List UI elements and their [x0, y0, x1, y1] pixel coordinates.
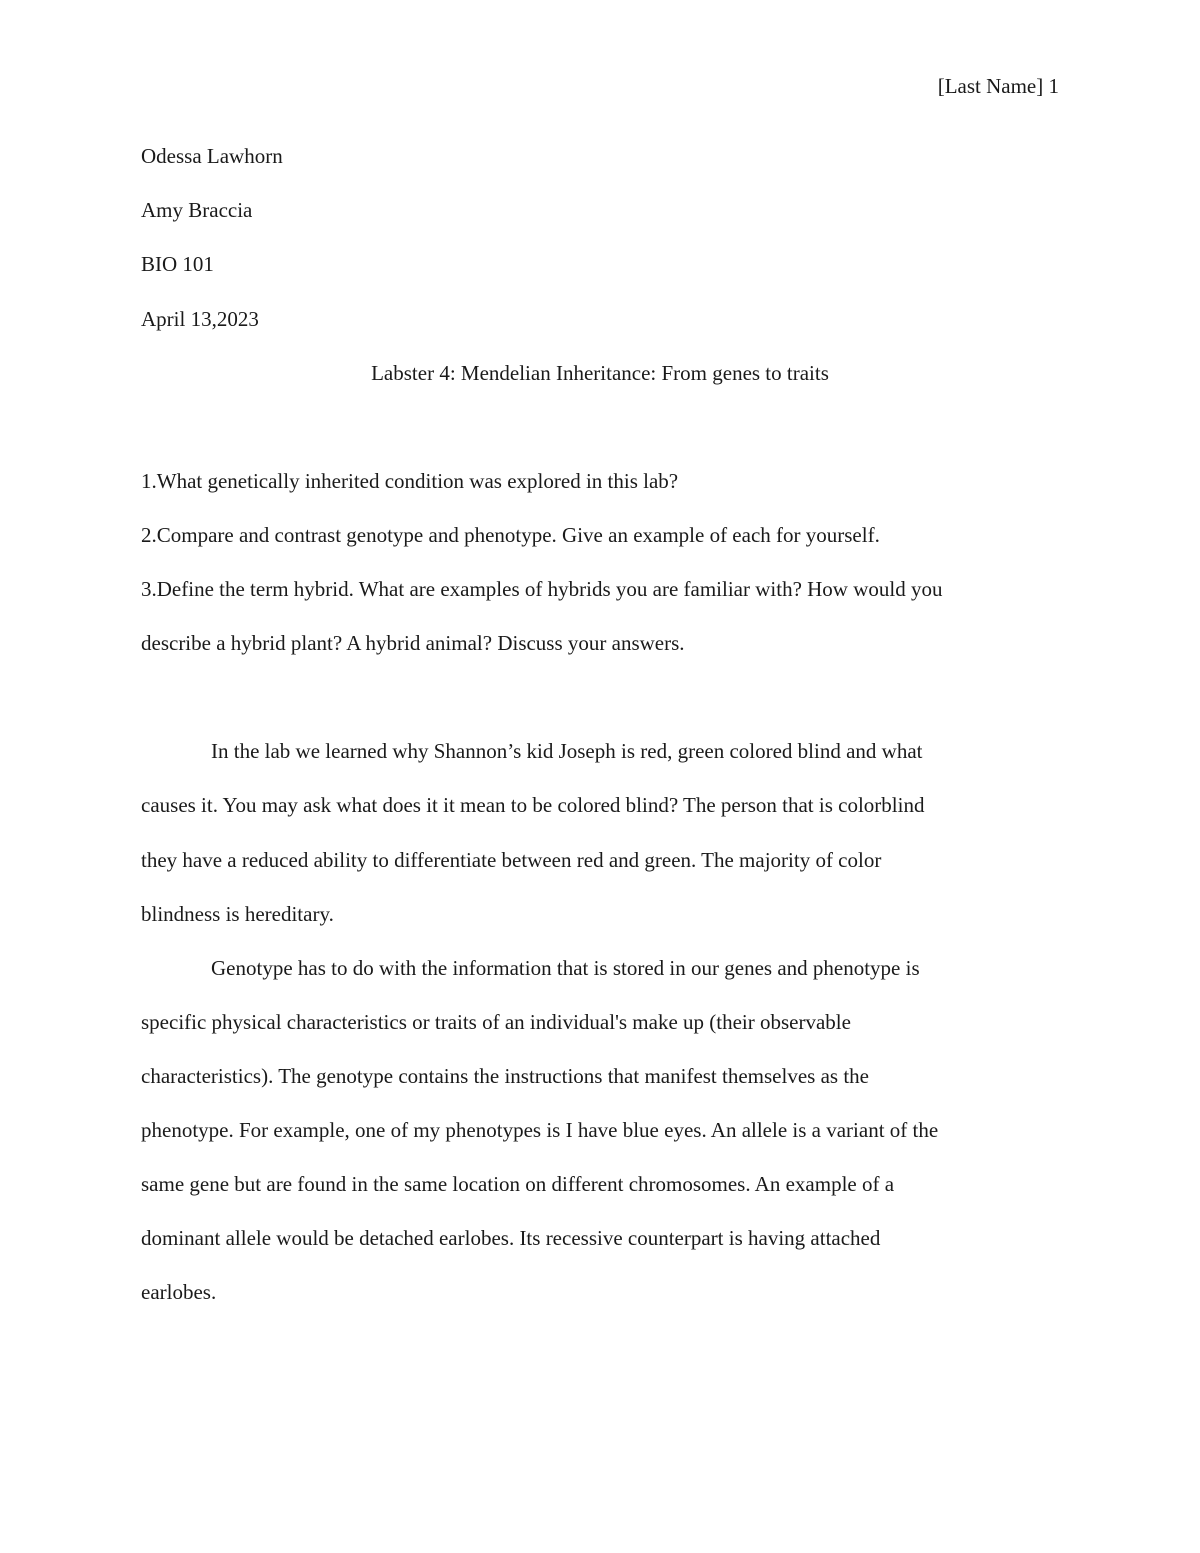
paragraph-line: characteristics). The genotype contains the instructions that manifest themselves as the — [141, 1064, 869, 1088]
question-line: 2.Compare and contrast genotype and phenotype. Give an example of each for yourself. — [141, 523, 880, 547]
question-line: describe a hybrid plant? A hybrid animal? Discuss your answers. — [141, 631, 685, 655]
paragraph-line: In the lab we learned why Shannon’s kid Joseph is red, green colored blind and what — [211, 739, 923, 763]
paragraph-line: Genotype has to do with the information that is stored in our genes and phenotype is — [211, 956, 920, 980]
assignment-date: April 13,2023 — [141, 307, 259, 331]
paragraph-line: earlobes. — [141, 1280, 217, 1304]
running-head: [Last Name] 1 — [937, 74, 1059, 98]
paragraph-line: dominant allele would be detached earlobes. Its recessive counterpart is having attached — [141, 1226, 881, 1250]
paragraph-line: blindness is hereditary. — [141, 902, 334, 926]
question-line: 3.Define the term hybrid. What are examples of hybrids you are familiar with? How would you — [141, 577, 943, 601]
paragraph-line: phenotype. For example, one of my phenotypes is I have blue eyes. An allele is a variant of the — [141, 1118, 939, 1142]
course-name: BIO 101 — [141, 252, 214, 276]
paragraph-line: same gene but are found in the same location on different chromosomes. An example of a — [141, 1172, 895, 1196]
paragraph-line: causes it. You may ask what does it it mean to be colored blind? The person that is colorblind — [141, 793, 925, 817]
paragraph-line: they have a reduced ability to differentiate between red and green. The majority of color — [141, 848, 882, 872]
student-name: Odessa Lawhorn — [141, 144, 283, 168]
instructor-name: Amy Braccia — [141, 198, 253, 222]
document-title: Labster 4: Mendelian Inheritance: From genes to traits — [371, 361, 829, 385]
question-line: 1.What genetically inherited condition was explored in this lab? — [141, 469, 679, 493]
paragraph-line: specific physical characteristics or traits of an individual's make up (their observable — [141, 1010, 851, 1034]
